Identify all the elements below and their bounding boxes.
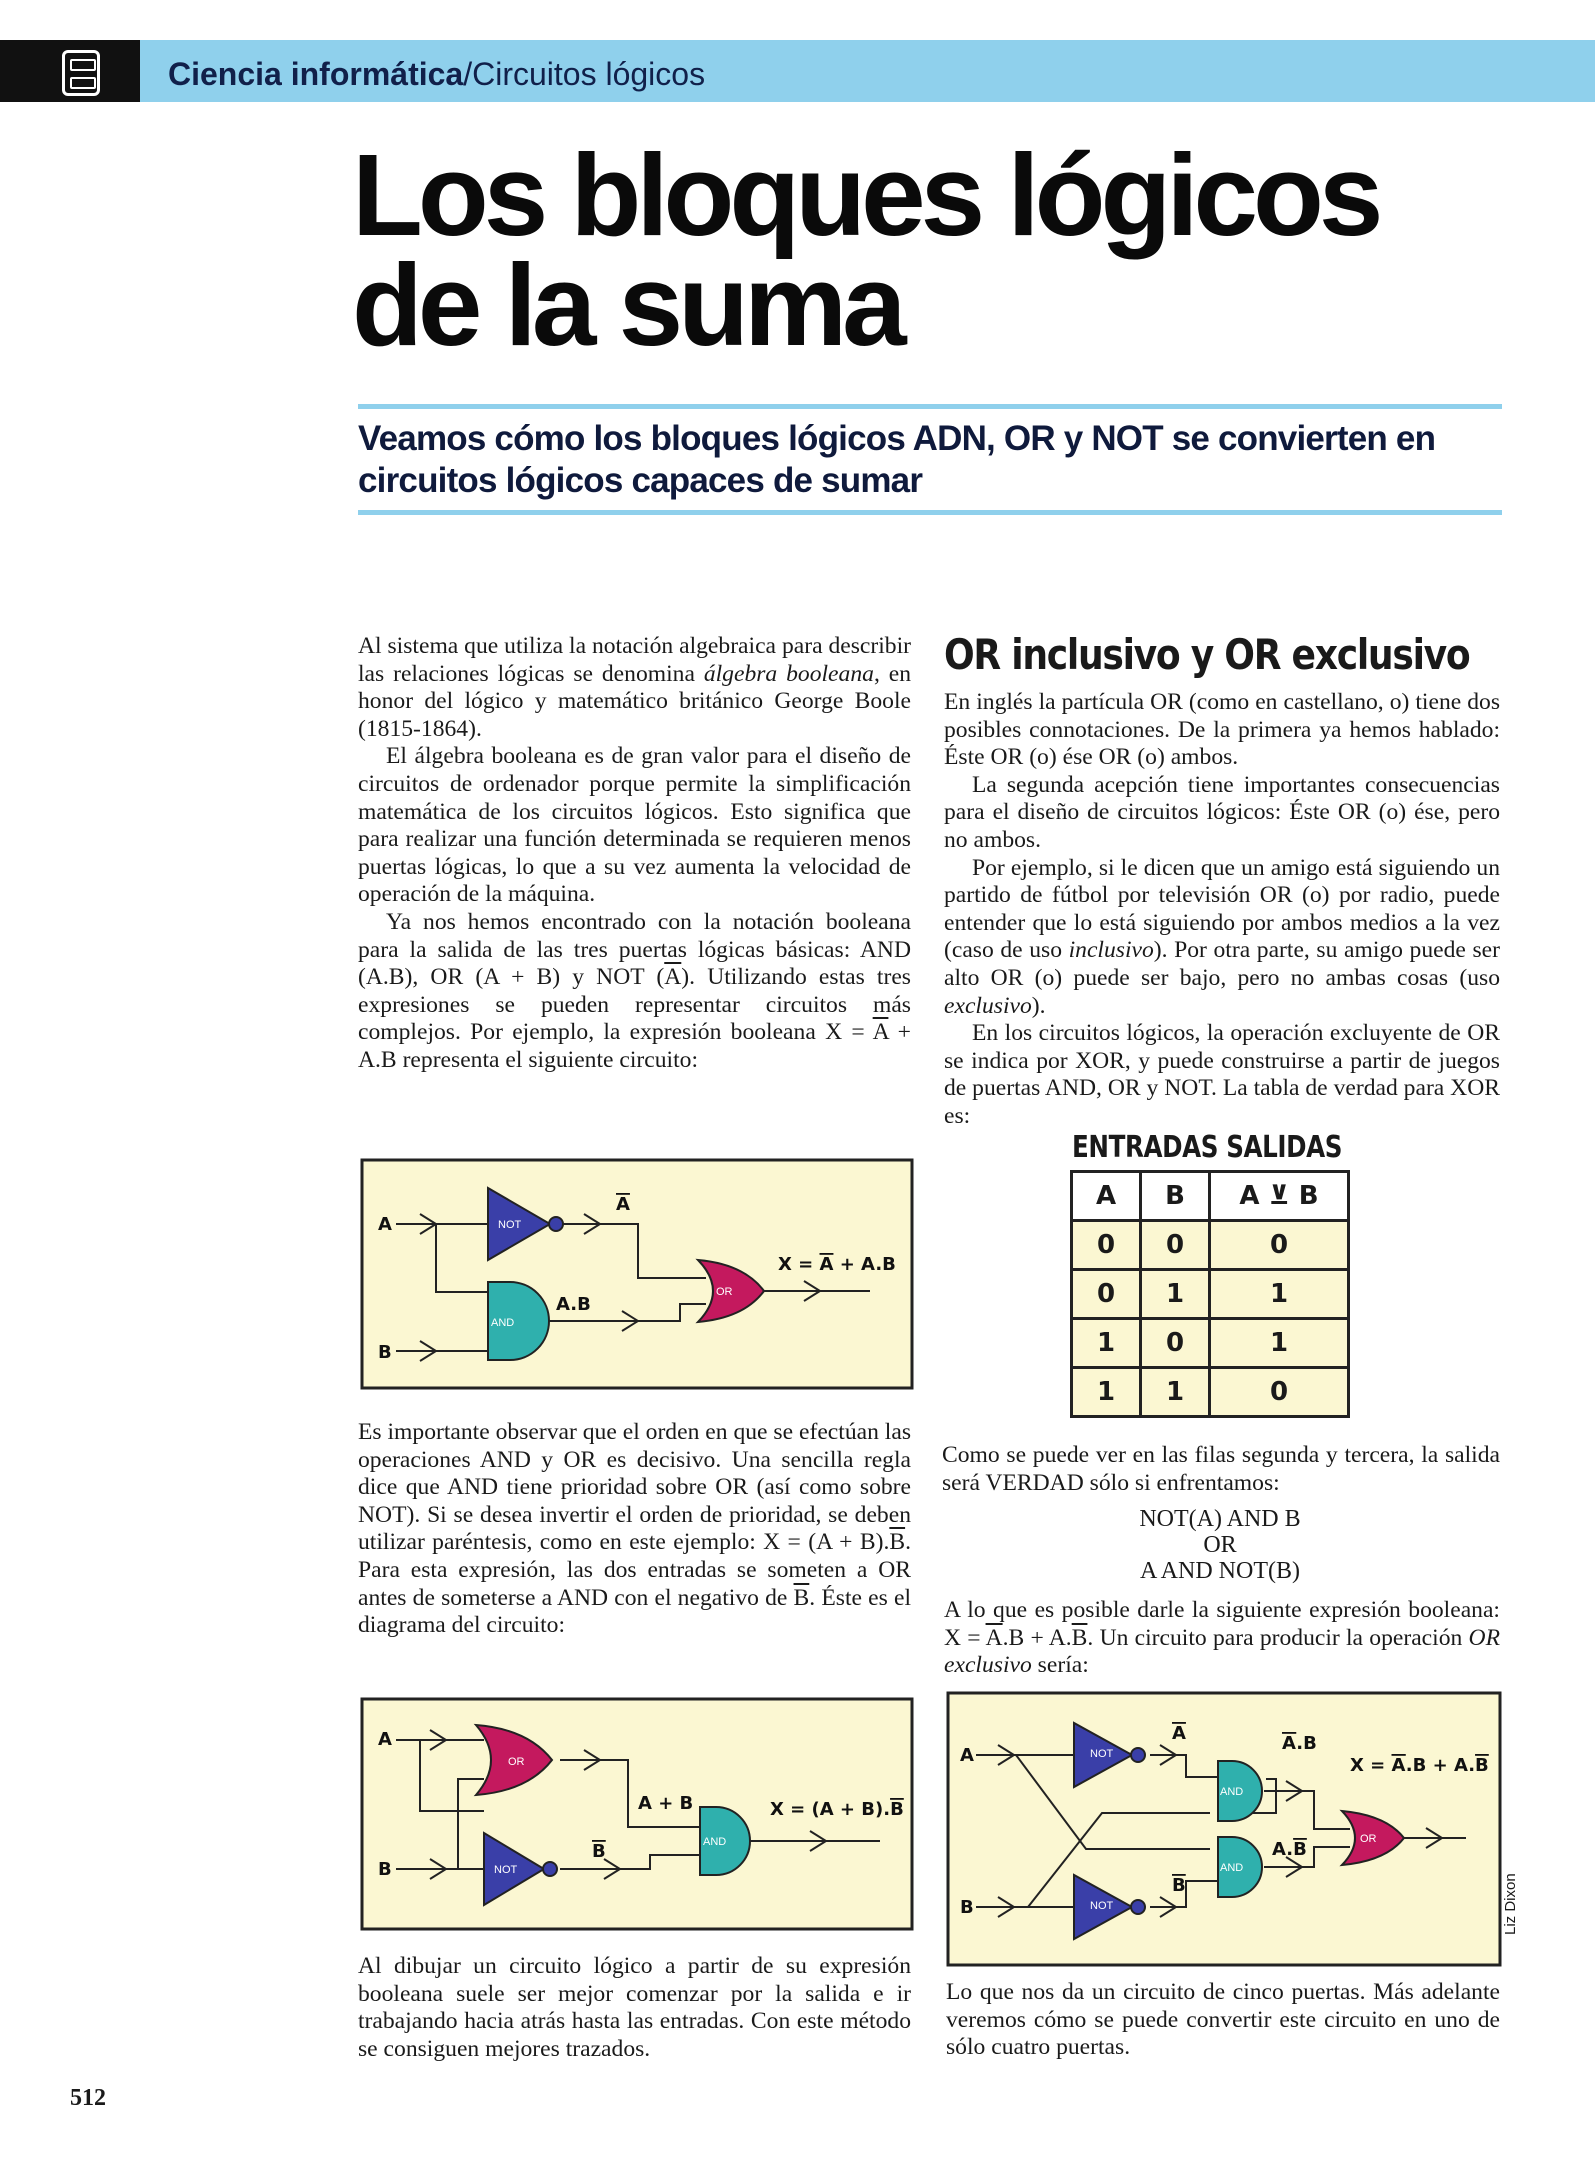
not-bubble xyxy=(1131,1900,1145,1914)
text: .B + A. xyxy=(1002,1624,1072,1651)
paragraph-or-meanings: En inglés la partícula OR (como en castellano, o) tiene dos posibles connotaciones. De la primera ya hemos hablado: Éste OR (o) ése OR (o) ambos. xyxy=(944,689,1500,771)
column-2-conclusion xyxy=(946,1979,1500,2062)
table-cell: 1 xyxy=(1210,1270,1349,1319)
paragraph-boolean-expression xyxy=(944,1597,1500,1680)
text: A lo que es posible darle la siguiente expresión booleana: X = xyxy=(944,1597,1500,1651)
not-output-label: B xyxy=(592,1841,606,1862)
and1-output-label: A.B xyxy=(1282,1733,1317,1754)
table-row xyxy=(1072,1368,1349,1417)
emphasis: OR exclusivo xyxy=(944,1624,1500,1679)
xor-expression-block xyxy=(1040,1506,1400,1584)
or-gate-label: OR xyxy=(508,1756,525,1768)
paragraph-notation xyxy=(358,909,911,1075)
text: . Éste es el diagrama del circuito: xyxy=(358,1584,911,1639)
paragraph-rows-note: Como se puede ver en las filas segunda y tercera, la salida será VERDAD sólo si enfrentamos: xyxy=(942,1442,1500,1496)
outputs-header: SALIDAS xyxy=(1226,1130,1343,1165)
paragraph-simplification: El álgebra booleana es de gran valor para el diseño de circuitos de ordenador porque permite la simplificación matemática de los circuitos lógicos. Esto significa que para realizar una función determinada se requieren menos puertas lógicas, lo que a su vez aumenta la velocidad de operación de la máquina. xyxy=(358,743,911,908)
table-cell: 1 xyxy=(1072,1319,1141,1368)
and-gate-label: AND xyxy=(1220,1786,1244,1798)
subtitle-top-rule xyxy=(358,404,1502,409)
paragraph-second-meaning: La segunda acepción tiene importantes consecuencias para el diseño de circuitos lógicos: Éste OR (o) ése, pero no ambos. xyxy=(944,771,1500,853)
column-2-rows-note xyxy=(942,1442,1500,1497)
table-cell: 0 xyxy=(1141,1319,1210,1368)
text: ). xyxy=(1031,992,1046,1019)
text: + A.B representa el siguiente circuito: xyxy=(358,1019,911,1073)
table-row xyxy=(1072,1270,1349,1319)
diagram-frame xyxy=(948,1693,1500,1965)
column-1-intro xyxy=(358,633,911,1075)
input-a-label: A xyxy=(378,1214,392,1235)
and-output-label: A.B xyxy=(556,1294,591,1315)
paragraph-drawing-tip: Al dibujar un circuito lógico a partir de su expresión booleana suele ser mejor comenzar por la salida e ir trabajando hacia atrás hasta las entradas. Con este método se consiguen mejores trazados. xyxy=(358,1953,911,2062)
not-gate-label: NOT xyxy=(1090,1900,1114,1912)
text: . Para esta expresión, las dos entradas se someten a OR antes de someterse a AND con el negativo de xyxy=(358,1529,911,1611)
column-header: A xyxy=(1072,1172,1141,1221)
circuit-diagram-1 xyxy=(360,1158,914,1390)
not-a-output-label: A xyxy=(1172,1723,1186,1744)
circuit-3-output-expression: X = A.B + A.B xyxy=(1350,1755,1489,1776)
not-bubble xyxy=(543,1862,557,1876)
expression-line: OR xyxy=(1203,1532,1237,1558)
negated-var: $\overline{A}$ xyxy=(664,964,682,991)
input-b-label: B xyxy=(960,1897,974,1918)
page-number: 512 xyxy=(70,2085,106,2111)
text: Al sistema que utiliza la notación algebraica para describir las relaciones lógicas se denomina xyxy=(358,633,911,687)
not-bubble xyxy=(1131,1748,1145,1762)
expression-line: A AND NOT(B) xyxy=(1140,1558,1300,1584)
column-header: B xyxy=(1141,1172,1210,1221)
and-gate-label: AND xyxy=(1220,1862,1244,1874)
emphasis: exclusivo xyxy=(944,992,1032,1019)
expression-line: NOT(A) AND B xyxy=(1139,1506,1301,1532)
input-b-label: B xyxy=(378,1342,392,1363)
text: sería: xyxy=(1031,1652,1089,1679)
emphasis: inclusivo xyxy=(1068,937,1154,964)
not-output-label: A xyxy=(616,1194,630,1215)
circuit-2-output-expression: X = (A + B).B xyxy=(770,1799,904,1820)
and2-output-label: A.B xyxy=(1272,1839,1307,1860)
not-bubble xyxy=(549,1217,563,1231)
not-b-output-label: B xyxy=(1172,1875,1186,1896)
column-2-boolean-expression xyxy=(944,1597,1500,1680)
and-gate-label: AND xyxy=(491,1317,515,1329)
table-cell: 1 xyxy=(1072,1368,1141,1417)
section-heading: OR inclusivo y OR exclusivo xyxy=(944,630,1470,679)
negated-var: $\overline{B}$ xyxy=(1071,1624,1088,1651)
table-row xyxy=(1072,1319,1349,1368)
negated-var: $\overline{B}$ xyxy=(889,1529,906,1556)
circuit-diagram-3-xor xyxy=(946,1691,1502,1967)
section-label: Ciencia informática xyxy=(168,56,464,92)
table-cell: 0 xyxy=(1072,1221,1141,1270)
paragraph-conclusion: Lo que nos da un circuito de cinco puertas. Más adelante veremos cómo se puede convertir este circuito en uno de sólo cuatro puertas. xyxy=(946,1979,1500,2061)
text: ). Por otra parte, su amigo puede ser alto OR (o) puede ser bajo, pero no ambas cosas (uso xyxy=(944,937,1500,991)
computer-icon xyxy=(62,50,100,96)
table-cell: 0 xyxy=(1141,1221,1210,1270)
paragraph-example xyxy=(944,855,1500,1021)
page-subtitle: Veamos cómo los bloques lógicos ADN, OR y NOT se convierten en circuitos lógicos capaces de sumar xyxy=(358,419,1436,500)
not-gate-label: NOT xyxy=(494,1864,518,1876)
column-2-intro xyxy=(944,689,1500,1131)
input-b-label: B xyxy=(378,1859,392,1880)
and-gate-label: AND xyxy=(703,1836,727,1848)
xor-truth-table xyxy=(1070,1170,1350,1418)
illustration-credit: Liz Dixon xyxy=(1502,1873,1519,1935)
circuit-diagram-2 xyxy=(360,1697,914,1931)
not-gate-label: NOT xyxy=(1090,1748,1114,1760)
input-a-label: A xyxy=(960,1745,974,1766)
paragraph-boolean-algebra xyxy=(358,633,911,743)
negated-var: $\overline{A}$ xyxy=(872,1019,889,1046)
page-title: Los bloques lógicos de la suma xyxy=(352,130,1379,370)
text: , en honor del lógico y matemático británico George Boole (1815-1864). xyxy=(358,660,911,742)
negated-var: $\overline{A}$ xyxy=(985,1624,1003,1651)
paragraph-xor: En los circuitos lógicos, la operación excluyente de OR se indica por XOR, y puede construirse a partir de juegos de puertas AND, OR y NOT. La tabla de verdad para XOR es: xyxy=(944,1020,1500,1129)
not-gate-label: NOT xyxy=(498,1219,522,1231)
text: . Un circuito para producir la operación xyxy=(1087,1624,1469,1651)
truth-table-header xyxy=(1072,1130,1343,1165)
section-breadcrumb xyxy=(168,54,705,94)
table-cell: 0 xyxy=(1210,1221,1349,1270)
table-cell: 1 xyxy=(1210,1319,1349,1368)
circuit-1-output-expression: X = A + A.B xyxy=(778,1254,896,1275)
text: Ya nos hemos encontrado con la notación booleana para la salida de las tres puertas lógicas básicas: AND (A.B), OR (A + B) y NOT ( xyxy=(358,908,911,991)
column-1-priority xyxy=(358,1419,911,1640)
subtitle-bottom-rule xyxy=(358,510,1502,515)
text: Es importante observar que el orden en que se efectúan las operaciones AND y OR es decisivo. Una sencilla regla dice que AND tiene prioridad sobre OR (así como sobre NOT). Si se desea invertir el orden de prioridad, se deben utilizar paréntesis, como en este ejemplo: X = (A + B). xyxy=(358,1419,911,1556)
table-header-row xyxy=(1072,1172,1349,1221)
table-row xyxy=(1072,1221,1349,1270)
column-header: A ⊻ B xyxy=(1210,1172,1349,1221)
emphasis: álgebra booleana xyxy=(703,660,874,687)
or-output-label: A + B xyxy=(638,1793,694,1814)
negated-var: $\overline{B}$ xyxy=(793,1584,810,1611)
input-a-label: A xyxy=(378,1729,392,1750)
inputs-header: ENTRADAS xyxy=(1072,1130,1219,1165)
paragraph-priority xyxy=(358,1419,911,1640)
or-gate-label: OR xyxy=(1360,1833,1377,1845)
table-cell: 1 xyxy=(1141,1368,1210,1417)
text: ). Utilizando estas tres expresiones se pueden representar circuitos más complejos. Por ejemplo, la expresión booleana X = xyxy=(358,964,911,1046)
text: Por ejemplo, si le dicen que un amigo está siguiendo un partido de fútbol por televisión OR (o) por radio, puede entender que lo está siguiendo por ambos medios a la vez (caso de uso xyxy=(944,854,1500,964)
table-cell: 0 xyxy=(1072,1270,1141,1319)
column-1-drawing-tip xyxy=(358,1953,911,2063)
table-cell: 0 xyxy=(1210,1368,1349,1417)
or-gate-label: OR xyxy=(716,1286,733,1298)
table-cell: 1 xyxy=(1141,1270,1210,1319)
topic-label: /Circuitos lógicos xyxy=(463,56,706,92)
